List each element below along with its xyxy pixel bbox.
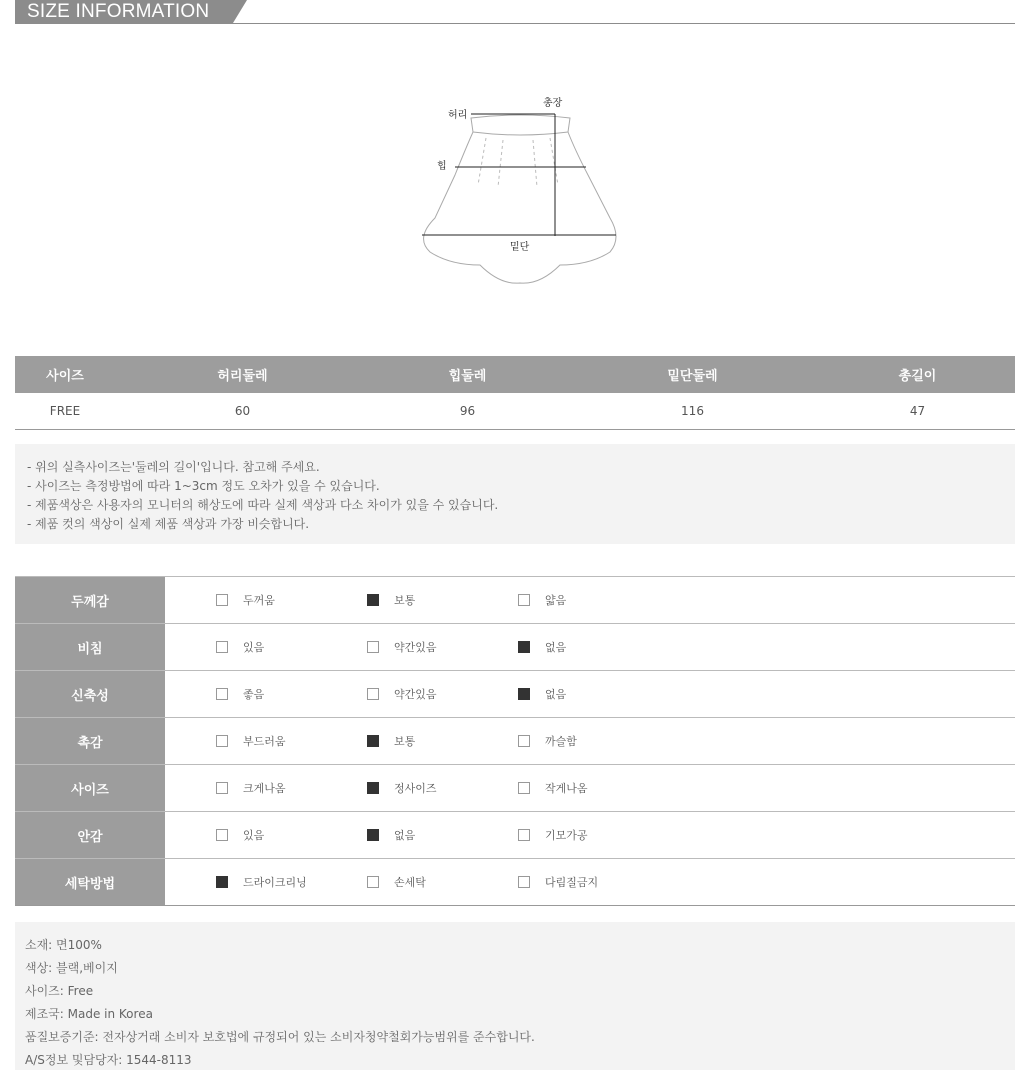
property-row — [15, 624, 1015, 671]
unchecked-box-icon — [518, 594, 530, 606]
property-options — [165, 859, 1015, 905]
property-option-label: 기모가공 — [545, 829, 588, 842]
property-row — [15, 859, 1015, 906]
skirt-diagram-svg — [410, 90, 630, 295]
table-row — [15, 393, 1015, 430]
unchecked-box-icon — [518, 876, 530, 888]
waist-header: 허리둘레 — [115, 356, 370, 393]
section-header — [15, 0, 1015, 24]
property-options — [165, 624, 1015, 670]
hem-label: 밑단 — [510, 242, 530, 253]
product-info-panel — [15, 922, 1015, 1070]
hip-label: 힙 — [437, 161, 447, 172]
property-option — [216, 718, 286, 764]
notes-panel — [15, 444, 1015, 544]
unchecked-box-icon — [367, 641, 379, 653]
property-option — [367, 718, 415, 764]
hip-header: 힙둘레 — [370, 356, 565, 393]
section-title-tab-edge — [233, 0, 247, 23]
property-option-label: 보통 — [394, 735, 416, 748]
skirt-body-shape — [424, 132, 616, 283]
property-option — [367, 765, 437, 811]
info-quality-standard: 품질보증기준: 전자상거래 소비자 보호법에 규정되어 있는 소비자청약철회가능범위를 준수합니다. — [25, 1030, 535, 1044]
property-option-label: 드라이크리닝 — [243, 876, 307, 889]
pleat-lines — [478, 138, 558, 187]
unchecked-box-icon — [216, 829, 228, 841]
unchecked-box-icon — [518, 829, 530, 841]
property-options — [165, 812, 1015, 858]
unchecked-box-icon — [216, 735, 228, 747]
property-option-label: 약간있음 — [394, 641, 437, 654]
unchecked-box-icon — [518, 735, 530, 747]
property-option-label: 얇음 — [545, 594, 567, 607]
unchecked-box-icon — [216, 688, 228, 700]
length-label: 총장 — [543, 98, 563, 109]
hip-cell: 96 — [370, 393, 565, 430]
size-table-header-row — [15, 356, 1015, 393]
property-options — [165, 577, 1015, 623]
property-option — [518, 718, 577, 764]
property-row — [15, 671, 1015, 718]
property-option-label: 없음 — [545, 688, 567, 701]
note-line: - 위의 실측사이즈는'둘레의 길이'입니다. 참고해 주세요. — [27, 460, 320, 474]
length-cell: 47 — [820, 393, 1015, 430]
note-line: - 제품색상은 사용자의 모니터의 해상도에 따라 실제 색상과 다소 차이가 있을 수 있습니다. — [27, 498, 499, 512]
property-option-label: 있음 — [243, 641, 265, 654]
property-option — [367, 859, 426, 905]
property-row — [15, 812, 1015, 859]
checked-box-icon — [367, 829, 379, 841]
skirt-diagram — [410, 90, 630, 295]
property-option — [367, 812, 415, 858]
property-option — [518, 624, 566, 670]
hem-header: 밑단둘레 — [565, 356, 820, 393]
info-size: 사이즈: Free — [25, 984, 94, 998]
waist-cell: 60 — [115, 393, 370, 430]
property-label: 안감 — [15, 812, 165, 858]
property-row — [15, 718, 1015, 765]
info-origin: 제조국: Made in Korea — [25, 1007, 153, 1021]
property-option — [367, 577, 415, 623]
info-as-contact: A/S정보 및담당자: 1544-8113 — [25, 1053, 192, 1067]
property-option-label: 다림질금지 — [545, 876, 599, 889]
note-line: - 제품 컷의 색상이 실제 제품 색상과 가장 비슷합니다. — [27, 517, 310, 531]
property-option-label: 부드러움 — [243, 735, 286, 748]
checked-box-icon — [216, 876, 228, 888]
property-label: 세탁방법 — [15, 859, 165, 905]
info-color: 색상: 블랙,베이지 — [25, 961, 118, 975]
property-option-label: 작게나옴 — [545, 782, 588, 795]
property-options — [165, 671, 1015, 717]
property-option — [216, 671, 264, 717]
unchecked-box-icon — [216, 641, 228, 653]
waist-label: 허리 — [448, 110, 468, 121]
property-option — [518, 765, 588, 811]
size-cell: FREE — [15, 393, 115, 430]
unchecked-box-icon — [216, 782, 228, 794]
property-option-label: 손세탁 — [394, 876, 426, 889]
property-label: 촉감 — [15, 718, 165, 764]
property-option-label: 약간있음 — [394, 688, 437, 701]
hem-cell: 116 — [565, 393, 820, 430]
property-option — [518, 577, 566, 623]
unchecked-box-icon — [367, 688, 379, 700]
checked-box-icon — [518, 641, 530, 653]
property-option-label: 있음 — [243, 829, 265, 842]
property-option — [216, 765, 286, 811]
property-label: 비침 — [15, 624, 165, 670]
property-option-label: 없음 — [545, 641, 567, 654]
property-option-label: 까슬함 — [545, 735, 577, 748]
property-option-label: 크게나옴 — [243, 782, 286, 795]
property-label: 사이즈 — [15, 765, 165, 811]
property-table — [15, 576, 1015, 906]
length-header: 총길이 — [820, 356, 1015, 393]
size-header: 사이즈 — [15, 356, 115, 393]
property-row — [15, 577, 1015, 624]
property-option — [216, 577, 275, 623]
property-option — [518, 859, 598, 905]
property-option-label: 두꺼움 — [243, 594, 275, 607]
property-options — [165, 765, 1015, 811]
size-table — [15, 356, 1015, 430]
unchecked-box-icon — [518, 782, 530, 794]
property-option-label: 없음 — [394, 829, 416, 842]
checked-box-icon — [367, 594, 379, 606]
checked-box-icon — [518, 688, 530, 700]
property-option — [216, 812, 264, 858]
property-option — [216, 859, 307, 905]
section-title: SIZE INFORMATION — [15, 0, 233, 23]
property-options — [165, 718, 1015, 764]
checked-box-icon — [367, 782, 379, 794]
unchecked-box-icon — [367, 876, 379, 888]
property-option-label: 정사이즈 — [394, 782, 437, 795]
property-label: 신축성 — [15, 671, 165, 717]
property-option-label: 보통 — [394, 594, 416, 607]
info-material: 소재: 면100% — [25, 938, 102, 952]
property-option-label: 좋음 — [243, 688, 265, 701]
unchecked-box-icon — [216, 594, 228, 606]
property-label: 두께감 — [15, 577, 165, 623]
note-line: - 사이즈는 측정방법에 따라 1~3cm 정도 오차가 있을 수 있습니다. — [27, 479, 380, 493]
property-option — [367, 624, 437, 670]
property-option — [216, 624, 264, 670]
property-row — [15, 765, 1015, 812]
property-option — [518, 812, 588, 858]
property-option — [518, 671, 566, 717]
property-option — [367, 671, 437, 717]
checked-box-icon — [367, 735, 379, 747]
